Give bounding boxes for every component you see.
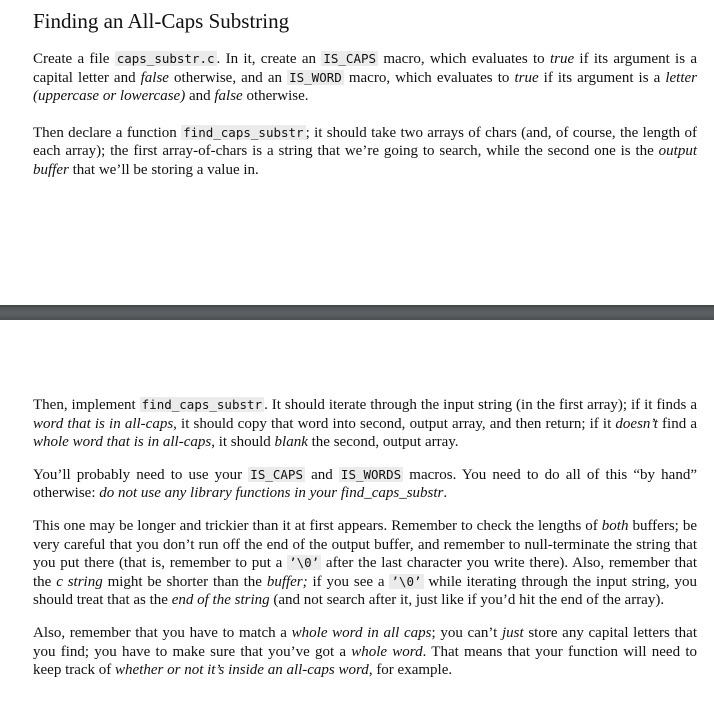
inline-code: IS_WORDS [340,466,402,482]
emphasis: just [501,624,524,641]
text: that we’ll be storing a value in. [68,161,259,178]
page-bottom [0,320,714,710]
inline-code: find_caps_substr [183,124,304,140]
text: , it should copy that word into second, output array, and then return; if it [173,415,616,432]
text: . It should iterate through the input string (in the first array); if it finds a [264,397,697,413]
text: might be shorter than the [102,573,267,590]
text: macro, which evaluates to [378,51,550,67]
emphasis: true [549,51,575,67]
text: macros. You need to do all of this “by hand” otherwise: [33,466,697,502]
text: Then declare a function [33,124,182,141]
emphasis: letter (uppercase or lowercase) [33,69,697,105]
text: and [185,88,215,105]
emphasis: blank [274,434,308,451]
emphasis: true [514,69,539,86]
emphasis: both [601,517,629,534]
page-divider [0,305,714,320]
inline-code: find_caps_substr [141,397,263,412]
paragraph-whole-word [33,624,697,680]
text: buffers; be very careful that you don’t run off the end of the output buffer, and remember to null-terminate the string that you put there (that is, remember to put a [33,517,697,572]
emphasis: buffer; [266,573,308,590]
text: ; it should take two arrays of chars (and, of course, the length of each array); the first array-of-chars is a string that we’re going to search, while the second one is the [33,124,697,160]
paragraph-create-file [33,50,697,106]
text: . [443,485,448,502]
text: You’ll probably need to use your [33,466,249,483]
text: This one may be longer and trickier than it at first appears. Remember to check the lengths of [33,517,602,534]
emphasis: end of the string [171,592,270,609]
inline-code: ’\0’ [289,555,320,571]
text: if you see a [307,573,390,590]
paragraph-macros [33,466,697,503]
text: ; you can’t [431,624,502,641]
paragraph-implement [33,396,697,452]
text: otherwise, and an [168,69,288,86]
text: Also, remember that you have to match a [33,624,292,641]
paragraph-trickier [33,517,697,610]
page-top [0,0,714,305]
paragraph-declare-function [33,124,697,180]
text: while iterating through the input string, you should treat that as the [33,573,698,609]
emphasis: whether or not it’s inside an all-caps word [115,662,369,679]
emphasis: output buffer [33,143,697,178]
text: . In it, create an [216,51,322,67]
emphasis: do not use any library functions in your find_caps_substr [99,485,444,502]
emphasis: c string [56,573,103,590]
text: the second, output array. [307,434,459,451]
emphasis: whole word [351,643,423,660]
emphasis: whole word in all caps [291,624,432,641]
bottom-content [33,396,697,694]
text: Create a file [33,51,115,67]
text: macro, which evaluates to [343,69,515,86]
text: after the last character you write there). Also, remember that the [33,555,697,590]
text: find a [657,415,697,432]
top-content [33,50,697,194]
text: Then, implement [33,397,140,413]
emphasis: false [214,88,243,105]
emphasis: whole word that is in all-caps [33,434,212,451]
inline-code: IS_WORD [289,69,342,85]
emphasis: false [140,69,169,86]
text: . That means that your function will need to keep track of [33,643,697,679]
inline-code: ’\0’ [391,573,422,589]
text: if its argument is a [538,69,666,86]
emphasis: word that is in all-caps [33,415,174,432]
text: if its argument is a capital letter and [33,51,698,86]
text: , it should [211,434,275,451]
text: and [304,466,339,483]
inline-code: IS_CAPS [250,466,303,482]
text: , for example. [368,662,453,679]
inline-code: IS_CAPS [323,51,377,66]
text: otherwise. [242,88,309,105]
emphasis: doesn’t [615,415,658,432]
text: (and not search after it, just like if you’d hit the end of the array). [269,592,665,609]
text: store any capital letters that you find; you have to make sure that you’ve got a [33,624,698,660]
inline-code: caps_substr.c [116,51,215,66]
section-title: Finding an All-Caps Substring [33,9,290,33]
